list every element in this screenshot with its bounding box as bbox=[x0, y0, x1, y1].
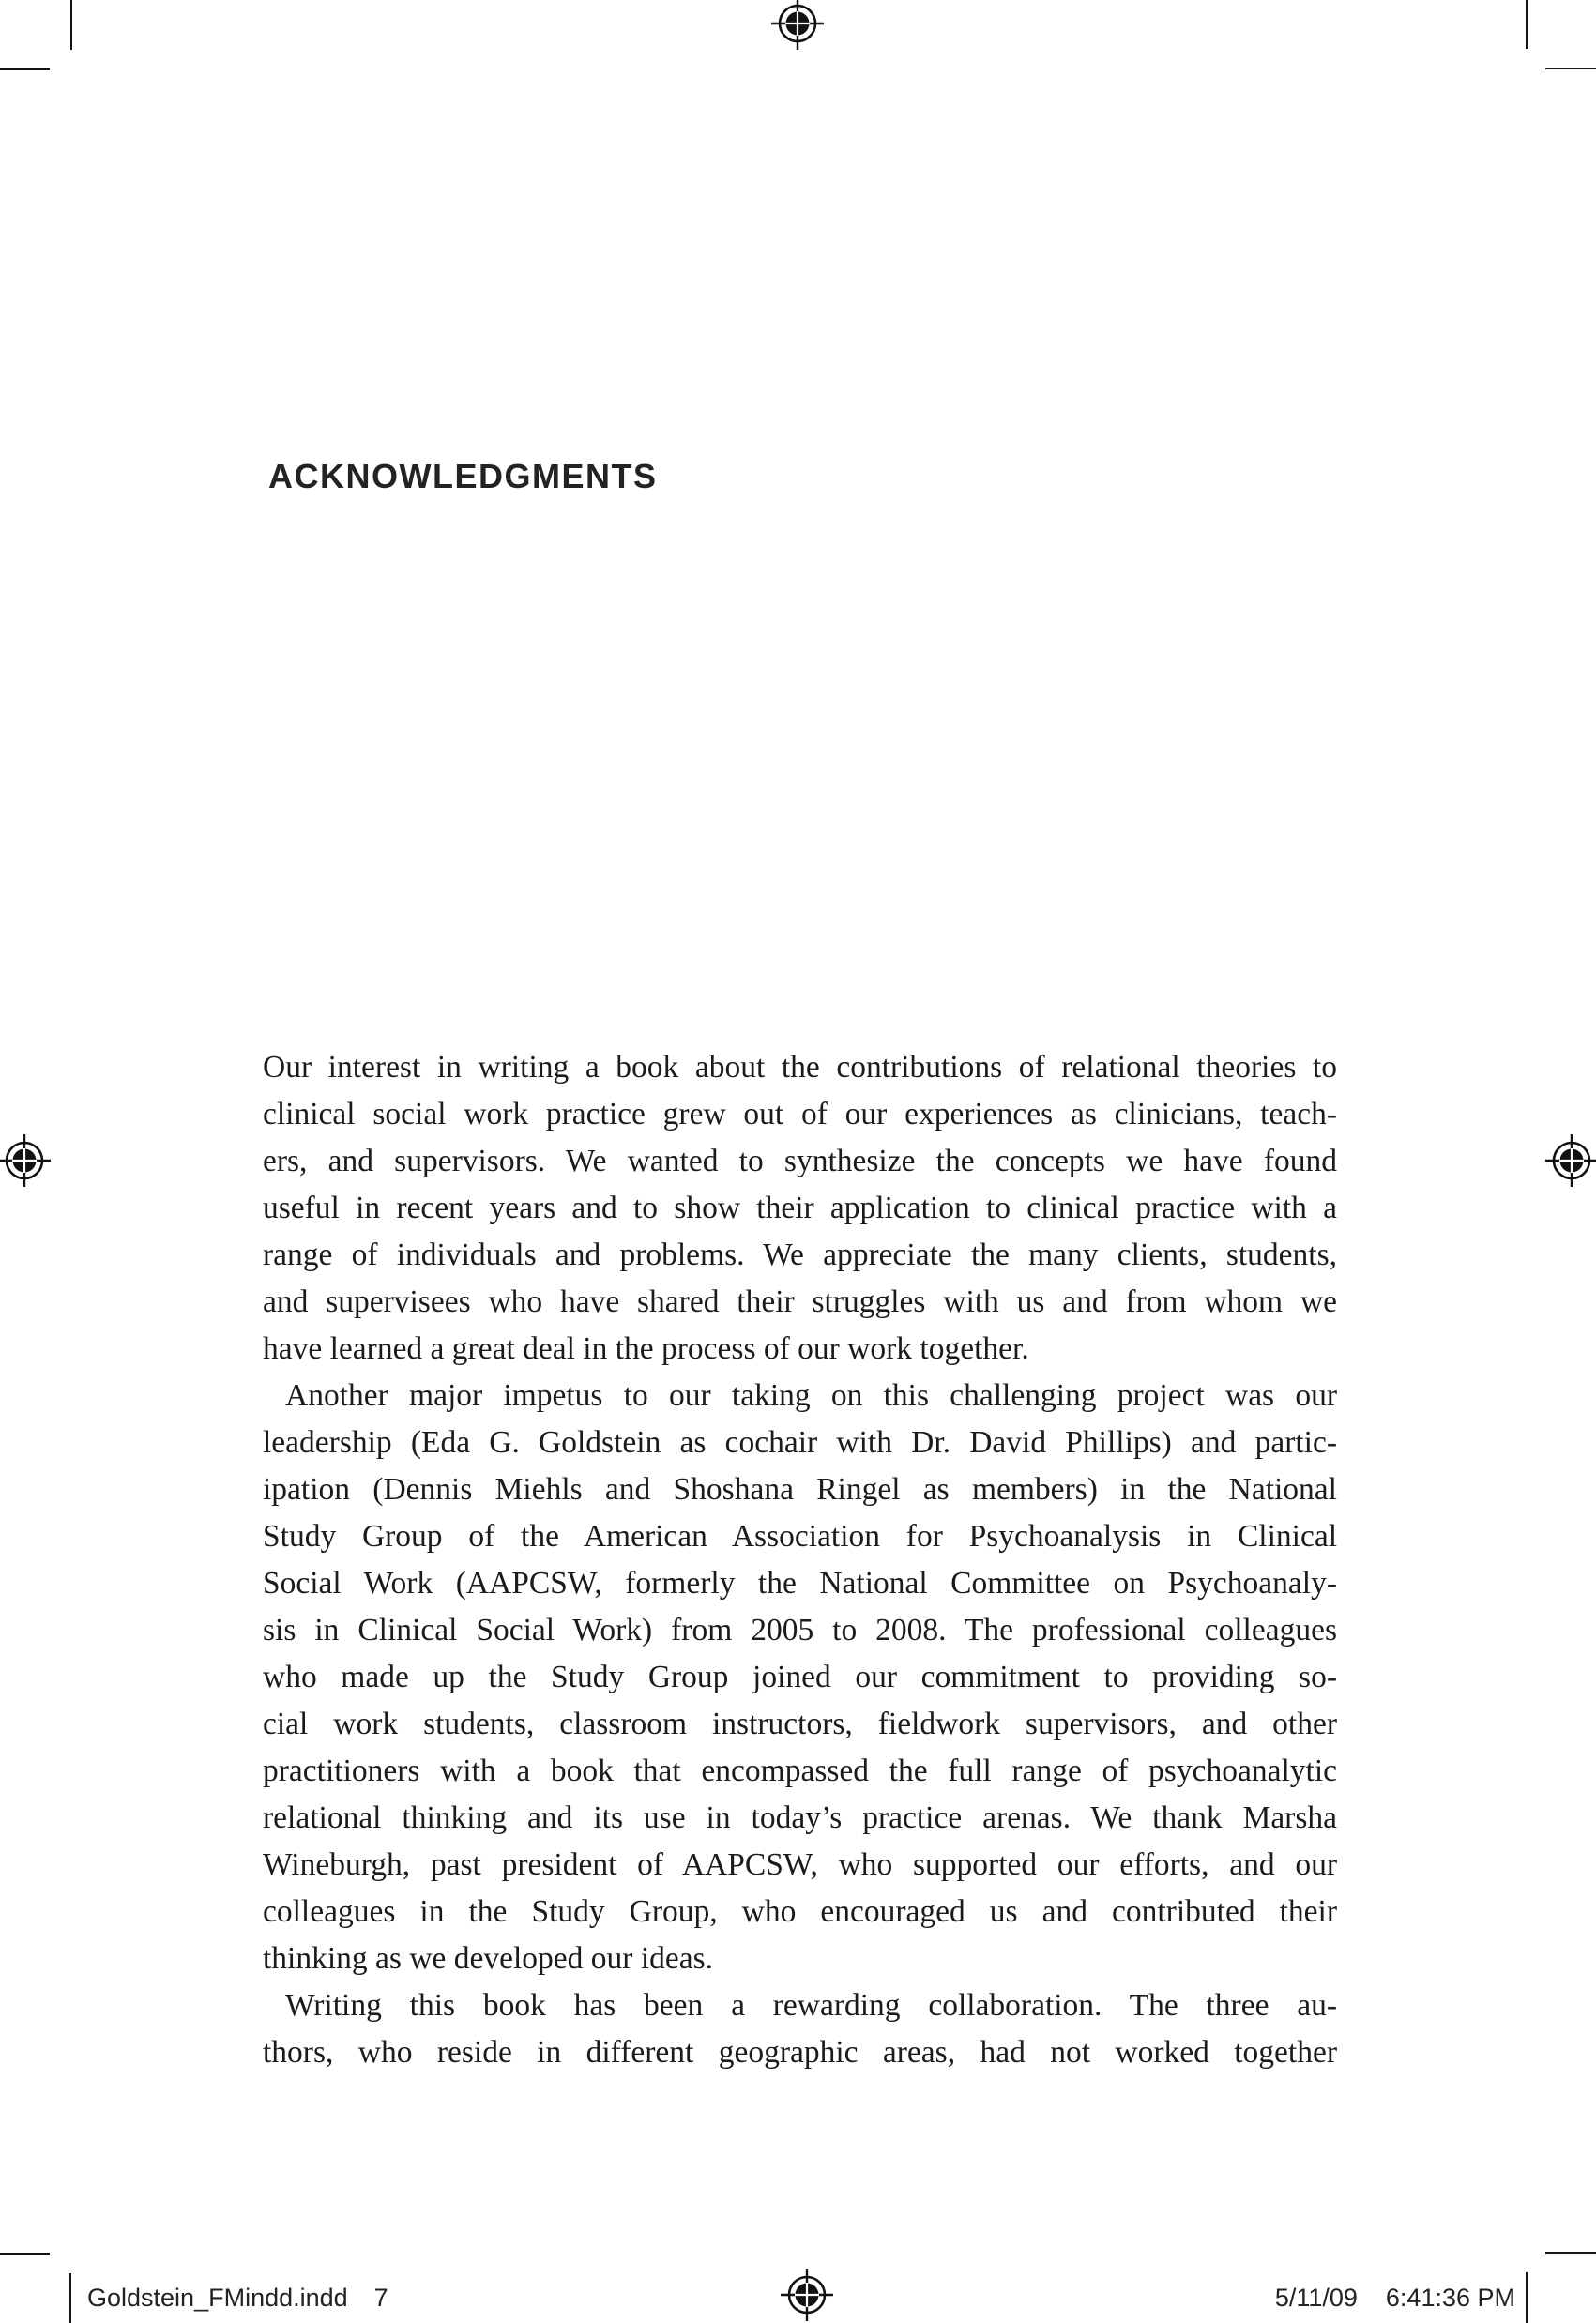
text-line: clinical social work practice grew out of our experiences as clinicians, teach- bbox=[263, 1097, 1337, 1131]
text-line: thors, who reside in different geographic areas, had not worked together bbox=[263, 2035, 1337, 2070]
crop-mark-top-left-horizontal bbox=[0, 68, 50, 70]
production-footer bbox=[0, 2284, 1596, 2315]
registration-mark-icon bbox=[0, 1132, 53, 1189]
timestamp-date: 5/11/09 bbox=[1274, 2284, 1358, 2312]
crop-mark-top-right-horizontal bbox=[1545, 68, 1596, 69]
text-line: relational thinking and its use in today’s practice arenas. We thank Marsha bbox=[263, 1800, 1337, 1835]
crop-mark-bottom-right-horizontal bbox=[1545, 2252, 1596, 2254]
text-line: Social Work (AAPCSW, formerly the National Committee on Psychoanaly- bbox=[263, 1566, 1337, 1601]
text-line: sis in Clinical Social Work) from 2005 to 2008. The professional colleagues bbox=[263, 1613, 1337, 1647]
text-line: colleagues in the Study Group, who encouraged us and contributed their bbox=[263, 1894, 1337, 1929]
text-line: ipation (Dennis Miehls and Shoshana Ringel as members) in the National bbox=[263, 1472, 1337, 1507]
timestamp-time: 6:41:36 PM bbox=[1385, 2284, 1515, 2312]
text-line: and supervisees who have shared their struggles with us and from whom we bbox=[263, 1284, 1337, 1319]
filename: Goldstein_FMindd.indd bbox=[87, 2284, 348, 2312]
file-slug bbox=[87, 2284, 388, 2312]
text-line: Wineburgh, past president of AAPCSW, who supported our efforts, and our bbox=[263, 1847, 1337, 1882]
paragraph bbox=[263, 1982, 1337, 2076]
text-line: Another major impetus to our taking on this challenging project was our bbox=[285, 1378, 1337, 1413]
crop-mark-top-left-vertical bbox=[70, 0, 72, 50]
text-line: who made up the Study Group joined our commitment to providing so- bbox=[263, 1660, 1337, 1694]
text-line: thinking as we developed our ideas. bbox=[263, 1941, 714, 1976]
crop-mark-bottom-left-horizontal bbox=[0, 2253, 50, 2255]
page-title: ACKNOWLEDGMENTS bbox=[268, 457, 658, 495]
text-line: range of individuals and problems. We appreciate the many clients, students, bbox=[263, 1237, 1337, 1272]
text-line: leadership (Eda G. Goldstein as cochair with Dr. David Phillips) and partic- bbox=[263, 1425, 1337, 1460]
registration-mark-icon bbox=[769, 0, 826, 52]
crop-mark-top-right-vertical bbox=[1526, 0, 1528, 49]
text-line: useful in recent years and to show their application to clinical practice with a bbox=[263, 1191, 1337, 1225]
timestamp bbox=[1275, 2284, 1515, 2312]
text-line: Writing this book has been a rewarding collaboration. The three au- bbox=[285, 1988, 1337, 2023]
registration-mark-icon bbox=[1543, 1132, 1596, 1189]
text-line: have learned a great deal in the process of our work together. bbox=[263, 1331, 1029, 1366]
body-text bbox=[263, 1044, 1337, 2076]
paragraph bbox=[263, 1044, 1337, 1373]
text-line: practitioners with a book that encompassed the full range of psychoanalytic bbox=[263, 1754, 1337, 1788]
paragraph bbox=[263, 1373, 1337, 1982]
text-line: cial work students, classroom instructors, fieldwork supervisors, and other bbox=[263, 1707, 1337, 1741]
page-number: 7 bbox=[373, 2284, 388, 2312]
text-line: Study Group of the American Association for Psychoanalysis in Clinical bbox=[263, 1519, 1337, 1554]
text-line: ers, and supervisors. We wanted to synthesize the concepts we have found bbox=[263, 1144, 1337, 1178]
text-line: Our interest in writing a book about the contributions of relational theories to bbox=[263, 1050, 1337, 1085]
